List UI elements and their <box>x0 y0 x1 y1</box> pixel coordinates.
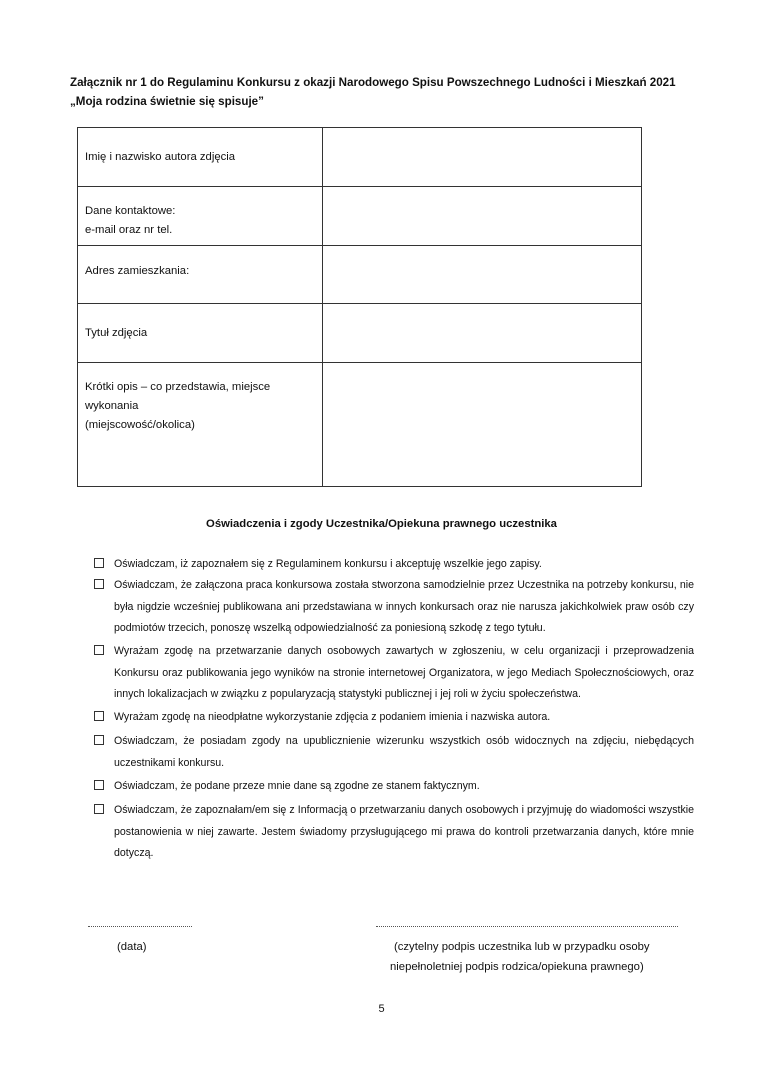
form-field-address[interactable] <box>323 246 642 304</box>
form-label-contact: Dane kontaktowe: e-mail oraz nr tel. <box>78 187 323 246</box>
form-label-author: Imię i nazwisko autora zdjęcia <box>78 128 323 187</box>
document-header <box>70 73 710 111</box>
statement-checkbox[interactable] <box>94 804 104 814</box>
statement-item <box>94 554 694 576</box>
page-number: 5 <box>378 1003 385 1015</box>
signature-label-line-2: niepełnoletniej podpis rodzica/opiekuna prawnego) <box>390 961 644 973</box>
form-label-address: Adres zamieszkania: <box>78 246 323 304</box>
form-row-author <box>78 128 642 187</box>
statement-checkbox[interactable] <box>94 645 104 655</box>
header-line-2: „Moja rodzina świetnie się spisuje” <box>70 95 264 108</box>
date-label: (data) <box>117 941 147 953</box>
participant-signature-line[interactable] <box>376 926 678 927</box>
statement-item <box>94 707 694 729</box>
header-line-1: Załącznik nr 1 do Regulaminu Konkursu z okazji Narodowego Spisu Powszechnego Ludności i Mieszkań 2021 <box>70 76 676 89</box>
form-field-contact[interactable] <box>323 187 642 246</box>
statement-item <box>94 731 694 774</box>
statement-checkbox[interactable] <box>94 735 104 745</box>
statement-text: Oświadczam, że podane przeze mnie dane są zgodne ze stanem faktycznym. <box>114 780 480 792</box>
form-label-title: Tytuł zdjęcia <box>78 304 323 363</box>
signature-label-line-1: (czytelny podpis uczestnika lub w przypadku osoby <box>394 941 650 953</box>
statement-checkbox[interactable] <box>94 711 104 721</box>
statement-text: Oświadczam, że zapoznałam/em się z Informacją o przetwarzaniu danych osobowych i przyjmuję do wiadomości wszystkie postanowienia w niej zawarte. Jestem świadomy przysługującego mi prawa do kontroli przetwarzania danych, które mnie dotyczą. <box>114 804 694 860</box>
statement-checkbox[interactable] <box>94 780 104 790</box>
form-row-address <box>78 246 642 304</box>
date-signature-line[interactable] <box>88 926 192 927</box>
form-field-title[interactable] <box>323 304 642 363</box>
form-row-title <box>78 304 642 363</box>
form-field-author[interactable] <box>323 128 642 187</box>
statement-text: Oświadczam, że załączona praca konkursowa została stworzona samodzielnie przez Uczestnika na potrzeby konkursu, nie była nigdzie wcześniej publikowana ani przedstawiana w innych konkursach oraz nie narusza jakichkolwiek praw osób czy podmiotów trzecich, ponoszę wszelką odpowiedzialność za poniesioną szkodę z tego tytułu. <box>114 579 694 635</box>
statement-item <box>94 776 694 798</box>
statements-title: Oświadczenia i zgody Uczestnika/Opiekuna prawnego uczestnika <box>206 518 557 530</box>
statement-text: Wyrażam zgodę na nieodpłatne wykorzystanie zdjęcia z podaniem imienia i nazwiska autora. <box>114 711 551 723</box>
entry-form-table <box>77 127 642 487</box>
statement-text: Oświadczam, że posiadam zgody na upublicznienie wizerunku wszystkich osób widocznych na zdjęciu, niebędących uczestnikami konkursu. <box>114 735 694 769</box>
statement-item <box>94 575 694 640</box>
statement-checkbox[interactable] <box>94 579 104 589</box>
form-row-contact <box>78 187 642 246</box>
form-label-description: Krótki opis – co przedstawia, miejsce wykonania (miejscowość/okolica) <box>78 363 323 487</box>
statement-item <box>94 641 694 706</box>
statement-text: Wyrażam zgodę na przetwarzanie danych osobowych zawartych w zgłoszeniu, w celu organizacji i przeprowadzenia Konkursu oraz publikowania jego wyników na stronie internetowej Organizatora, w jego Mediach Społecznościowych, oraz innych lokalizacjach w związku z popularyzacją statystyki publicznej i jej roli w życiu społeczeństwa. <box>114 645 694 701</box>
form-row-description <box>78 363 642 487</box>
statement-item <box>94 800 694 865</box>
statement-text: Oświadczam, iż zapoznałem się z Regulaminem konkursu i akceptuję wszelkie jego zapisy. <box>114 558 542 570</box>
form-field-description[interactable] <box>323 363 642 487</box>
statement-checkbox[interactable] <box>94 558 104 568</box>
